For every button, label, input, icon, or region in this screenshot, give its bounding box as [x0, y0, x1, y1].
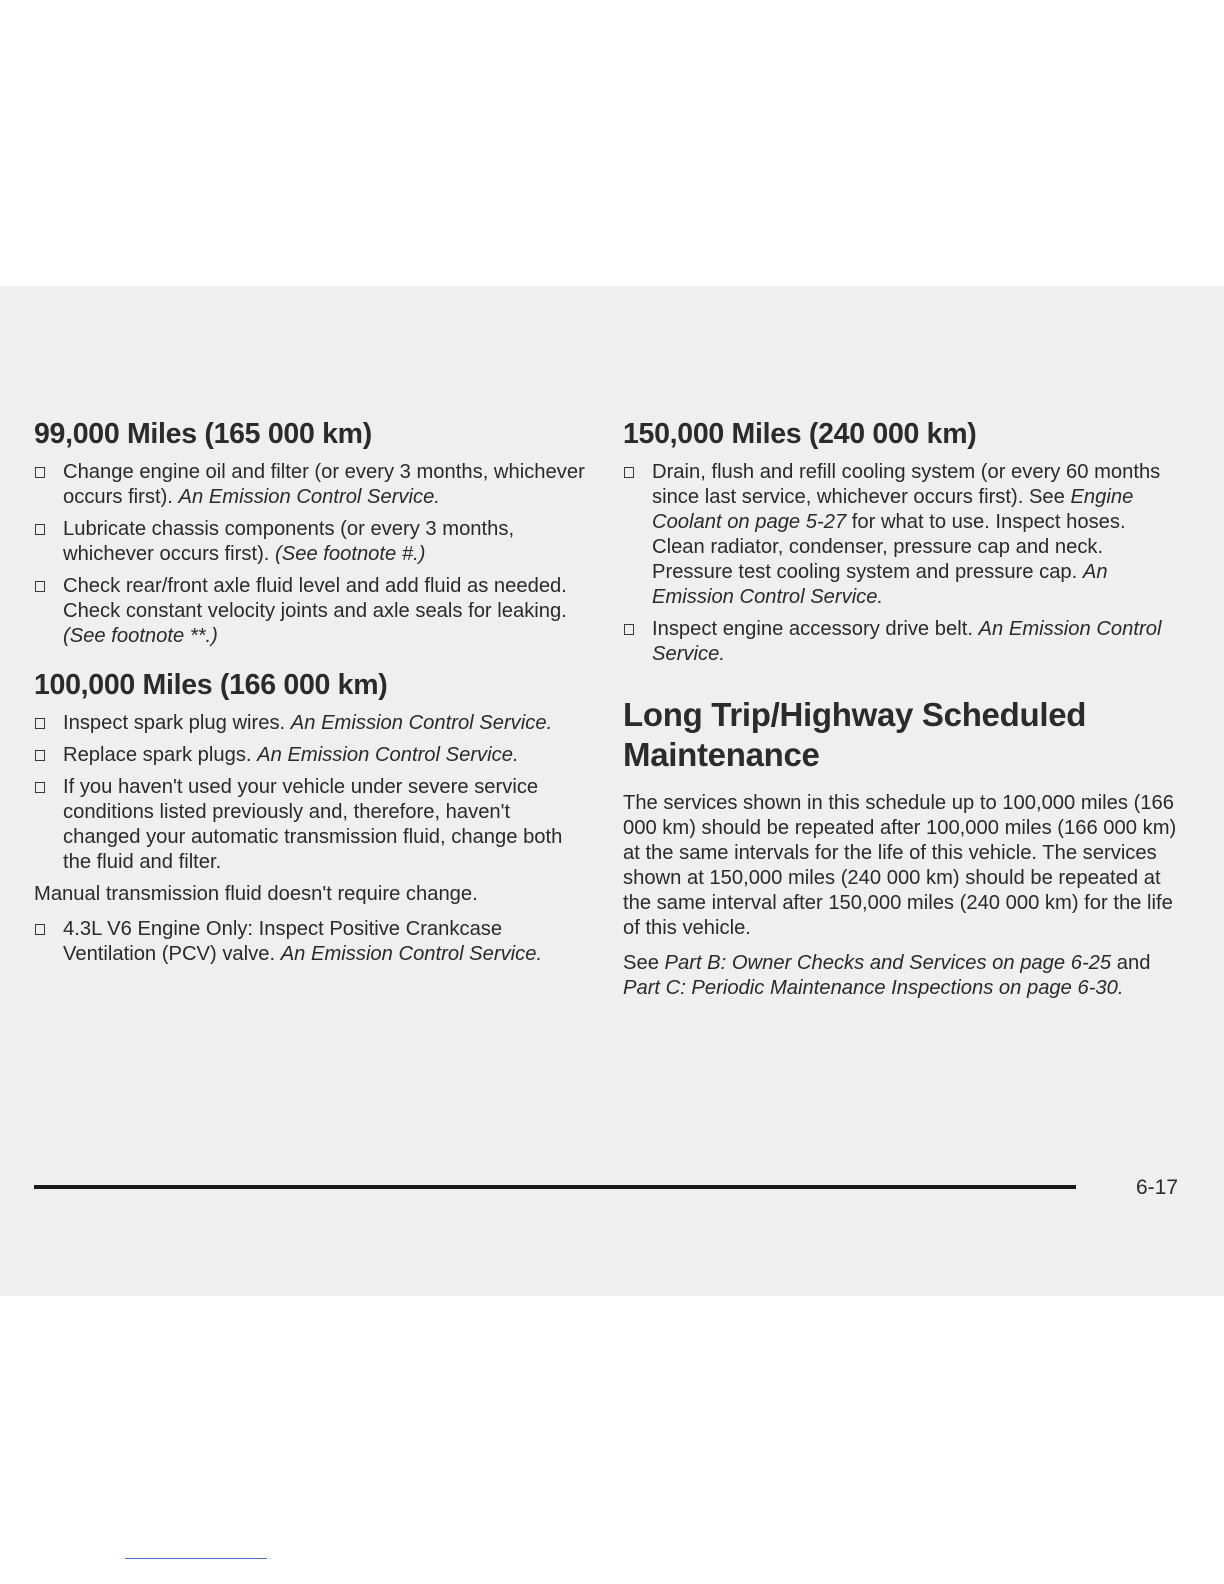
- page-number: 6-17: [1135, 1176, 1178, 1199]
- right-column: [623, 418, 1183, 1011]
- list-item: Check rear/front axle fluid level and add fluid as needed. Check constant velocity joints and axle seals for leaking. (See footnote **.): [34, 574, 589, 649]
- list-item: Drain, flush and refill cooling system (or every 60 months since last service, whichever occurs first). See Engine Coolant on page 5-27 for what to use. Inspect hoses. Clean radiator, condenser, pressure cap and neck. Pressure test cooling system and pressure cap. An Emission Control Service.: [623, 460, 1183, 610]
- list-item: Change engine oil and filter (or every 3 months, whichever occurs first). An Emission Control Service.: [34, 460, 589, 510]
- list-item: If you haven't used your vehicle under severe service conditions listed previously and, therefore, haven't changed your automatic transmission fluid, change both the fluid and filter.: [34, 775, 589, 875]
- checklist-150000: [623, 460, 1183, 667]
- checkbox-icon: [35, 524, 45, 535]
- checkbox-icon: [624, 624, 634, 635]
- checkbox-icon: [35, 467, 45, 478]
- see-also-paragraph: See Part B: Owner Checks and Services on page 6-25 and Part C: Periodic Maintenance Inspections on page 6-30.: [623, 952, 1151, 999]
- checkbox-icon: [35, 718, 45, 729]
- left-column: [34, 418, 589, 974]
- checkbox-icon: [35, 782, 45, 793]
- checkbox-icon: [624, 467, 634, 478]
- heading-long-trip-maintenance: Long Trip/Highway Scheduled Maintenance: [623, 696, 1087, 773]
- checkbox-icon: [35, 924, 45, 935]
- list-item: Lubricate chassis components (or every 3 months, whichever occurs first). (See footnote #.): [34, 517, 589, 567]
- checkbox-icon: [35, 581, 45, 592]
- list-item: Replace spark plugs. An Emission Control Service.: [34, 743, 589, 768]
- checklist-99000: [34, 460, 589, 649]
- list-item: Inspect engine accessory drive belt. An Emission Control Service.: [623, 617, 1183, 667]
- footer-rule: [34, 1185, 1076, 1189]
- list-item: Inspect spark plug wires. An Emission Control Service.: [34, 711, 589, 736]
- heading-100000-miles: 100,000 Miles (166 000 km): [34, 669, 388, 701]
- checklist-100000-pcv: [34, 917, 589, 967]
- heading-150000-miles: 150,000 Miles (240 000 km): [623, 418, 977, 450]
- heading-99000-miles: 99,000 Miles (165 000 km): [34, 418, 372, 450]
- checkbox-icon: [35, 750, 45, 761]
- list-item: 4.3L V6 Engine Only: Inspect Positive Crankcase Ventilation (PCV) valve. An Emission Control Service.: [34, 917, 589, 967]
- long-trip-paragraph: The services shown in this schedule up to 100,000 miles (166 000 km) should be repeated after 100,000 miles (166 000 km) at the same intervals for the life of this vehicle. The services shown at 150,000 miles (240 000 km) should be repeated at the same interval after 150,000 miles (240 000 km) for the life of this vehicle.: [623, 792, 1177, 939]
- link-underline: [125, 1558, 267, 1559]
- manual-transmission-note: Manual transmission fluid doesn't require change.: [34, 883, 478, 905]
- checklist-100000: [34, 711, 589, 875]
